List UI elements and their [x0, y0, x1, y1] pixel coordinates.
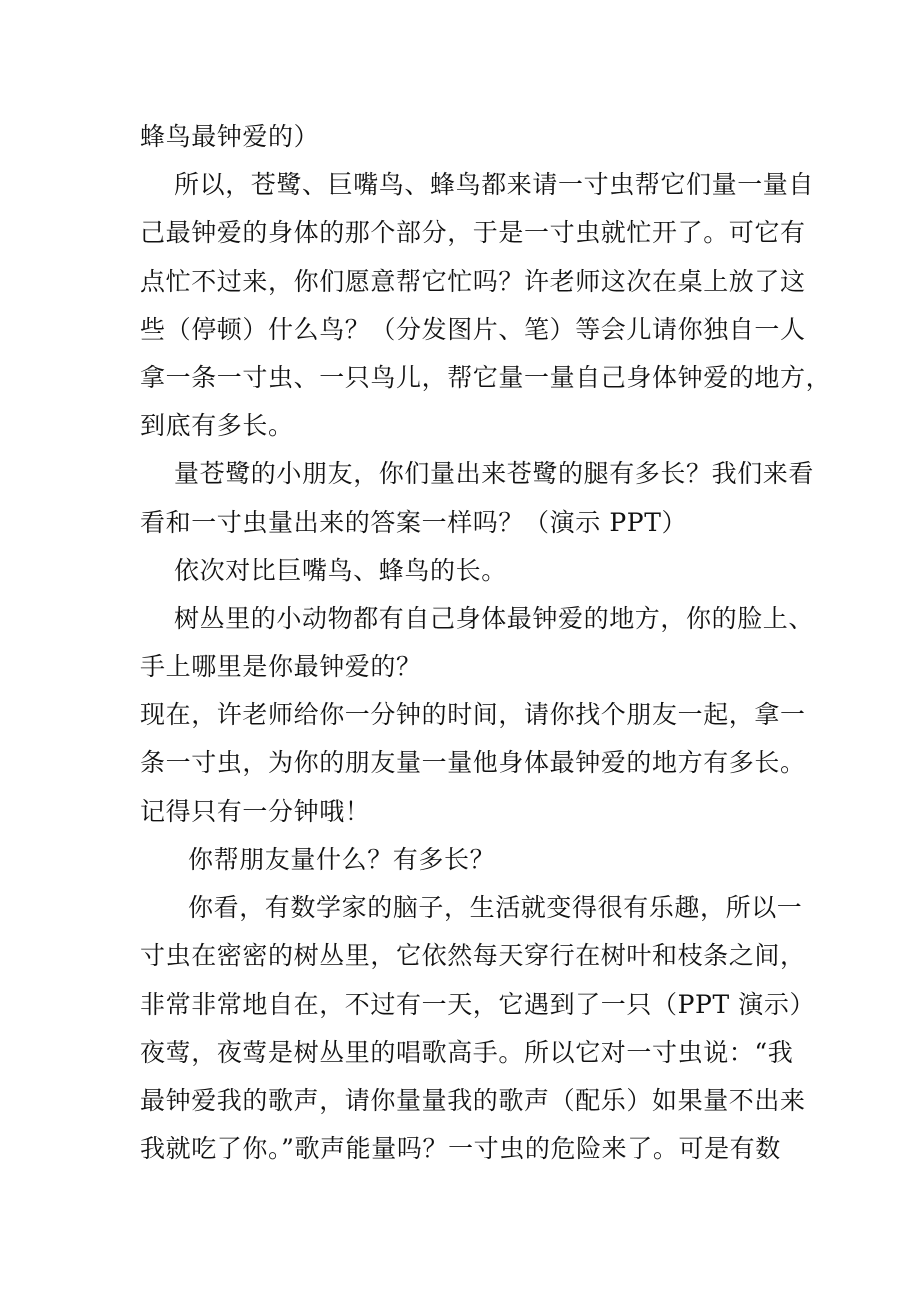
- text-line-10: 依次对比巨嘴鸟、蜂鸟的长。: [174, 556, 507, 585]
- text-line-18: 寸虫在密密的树丛里，它依然每天穿行在树叶和枝条之间，: [140, 941, 806, 970]
- text-line-13: 现在，许老师给你一分钟的时间，请你找个朋友一起，拿一: [140, 700, 806, 729]
- text-line-11: 树丛里的小动物都有自己身体最钟爱的地方，你的脸上、: [174, 604, 815, 633]
- text-line-2: 所以，苍鹭、巨嘴鸟、蜂鸟都来请一寸虫帮它们量一量自: [174, 170, 815, 199]
- text-line-8: 量苍鹭的小朋友，你们量出来苍鹭的腿有多长？我们来看: [174, 459, 815, 488]
- text-line-9: 看和一寸虫量出来的答案一样吗？（演示 PPT）: [140, 508, 688, 537]
- text-line-15: 记得只有一分钟哦！: [140, 797, 371, 826]
- text-line-12: 手上哪里是你最钟爱的？: [140, 652, 422, 681]
- text-line-20: 夜莺，夜莺是树丛里的唱歌高手。所以它对一寸虫说：“我: [140, 1038, 794, 1067]
- text-line-14: 条一寸虫，为你的朋友量一量他身体最钟爱的地方有多长。: [140, 748, 806, 777]
- text-line-22: 我就吃了你。”歌声能量吗？一寸虫的危险来了。可是有数: [140, 1134, 781, 1163]
- text-line-6: 拿一条一寸虫、一只鸟儿，帮它量一量自己身体钟爱的地方，: [140, 363, 832, 392]
- text-line-3: 己最钟爱的身体的那个部分，于是一寸虫就忙开了。可它有: [140, 218, 806, 247]
- text-line-16: 你帮朋友量什么？有多长？: [188, 845, 496, 874]
- text-line-7: 到底有多长。: [140, 411, 294, 440]
- text-line-17: 你看，有数学家的脑子，生活就变得很有乐趣，所以一: [188, 893, 803, 922]
- text-line-1: 蜂鸟最钟爱的）: [140, 122, 320, 151]
- text-line-21: 最钟爱我的歌声，请你量量我的歌声（配乐）如果量不出来: [140, 1086, 806, 1115]
- text-line-4: 点忙不过来，你们愿意帮它忙吗？许老师这次在桌上放了这: [140, 267, 806, 296]
- text-line-5: 些（停顿）什么鸟？（分发图片、笔）等会儿请你独自一人: [140, 315, 806, 344]
- text-line-19: 非常非常地自在，不过有一天，它遇到了一只（PPT 演示）: [140, 990, 816, 1019]
